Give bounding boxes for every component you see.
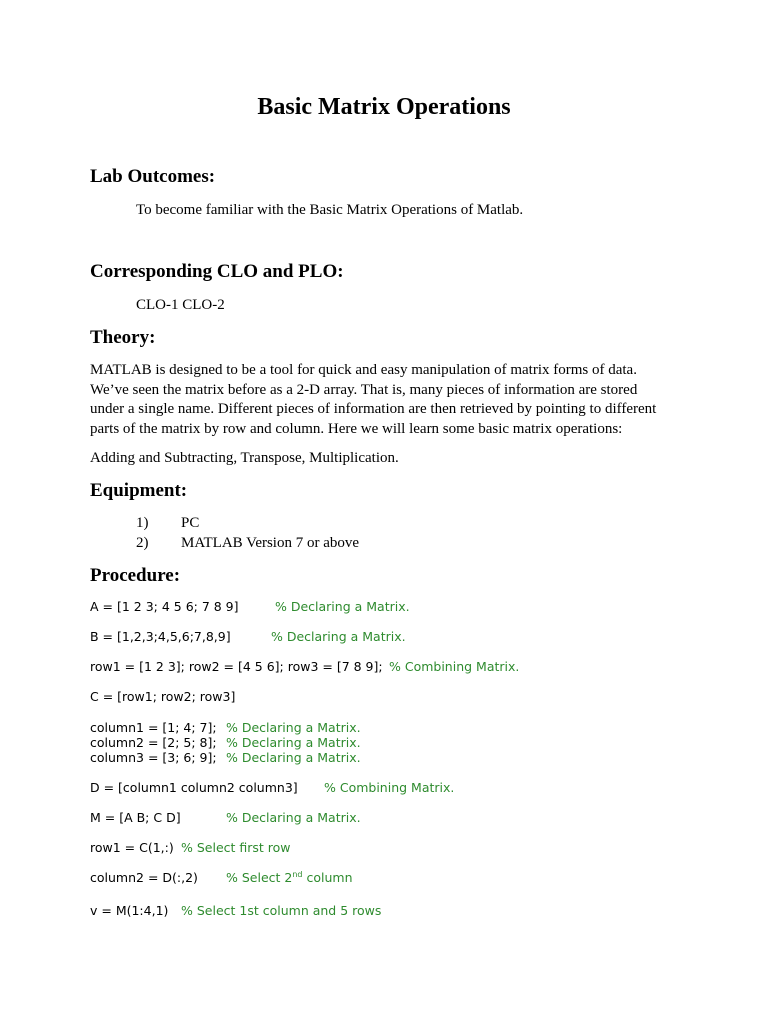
code-line: row1 = [1 2 3]; row2 = [4 5 6]; row3 = [7 8 9];: [90, 659, 383, 674]
code-line: row1 = C(1,:): [90, 840, 174, 855]
equipment-item-text: PC: [181, 515, 200, 531]
code-comment-superscript: nd: [292, 870, 303, 879]
page-title: Basic Matrix Operations: [257, 94, 511, 120]
equipment-heading: Equipment:: [90, 480, 188, 501]
code-comment-text: column: [302, 870, 353, 885]
theory-operations: Adding and Subtracting, Transpose, Multiplication.: [90, 450, 399, 466]
clo-plo-text: CLO-1 CLO-2: [136, 297, 225, 313]
equipment-item-number: 1): [136, 515, 149, 531]
code-line: column2 = [2; 5; 8];: [90, 735, 217, 750]
code-line: column3 = [3; 6; 9];: [90, 750, 217, 765]
code-comment: % Declaring a Matrix.: [226, 810, 361, 825]
code-comment: % Declaring a Matrix.: [226, 735, 361, 750]
code-comment-text: % Select 2: [226, 870, 293, 885]
code-line: A = [1 2 3; 4 5 6; 7 8 9]: [90, 599, 239, 614]
code-comment: % Select first row: [181, 840, 291, 855]
code-comment: % Select 1st column and 5 rows: [181, 903, 382, 918]
clo-plo-heading: Corresponding CLO and PLO:: [90, 261, 344, 282]
code-line: B = [1,2,3;4,5,6;7,8,9]: [90, 629, 231, 644]
procedure-heading: Procedure:: [90, 565, 181, 586]
code-line: column1 = [1; 4; 7];: [90, 720, 217, 735]
code-line: D = [column1 column2 column3]: [90, 780, 298, 795]
equipment-item-text: MATLAB Version 7 or above: [181, 535, 360, 551]
code-line: C = [row1; row2; row3]: [90, 689, 236, 704]
code-comment: % Declaring a Matrix.: [275, 599, 410, 614]
equipment-item-number: 2): [136, 535, 149, 551]
code-line: column2 = D(:,2): [90, 870, 198, 885]
code-comment: % Declaring a Matrix.: [271, 629, 406, 644]
code-comment: % Combining Matrix.: [324, 780, 455, 795]
code-comment: % Combining Matrix.: [389, 659, 520, 674]
code-line: M = [A B; C D]: [90, 810, 181, 825]
code-comment: % Declaring a Matrix.: [226, 750, 361, 765]
code-line: v = M(1:4,1): [90, 903, 169, 918]
theory-paragraph: MATLAB is designed to be a tool for quick and easy manipulation of matrix forms of data. We’ve seen the matrix before as a 2-D array. That is, many pieces of information are stored under a single name. Different pieces of information are then retrieved by pointing to different parts of the matrix by row and column. Here we will learn some basic matrix operations:: [90, 362, 657, 437]
code-comment: % Declaring a Matrix.: [226, 720, 361, 735]
lab-outcomes-heading: Lab Outcomes:: [90, 166, 216, 187]
lab-outcomes-text: To become familiar with the Basic Matrix Operations of Matlab.: [136, 202, 524, 218]
code-comment: [226, 870, 353, 885]
theory-heading: Theory:: [90, 327, 156, 348]
